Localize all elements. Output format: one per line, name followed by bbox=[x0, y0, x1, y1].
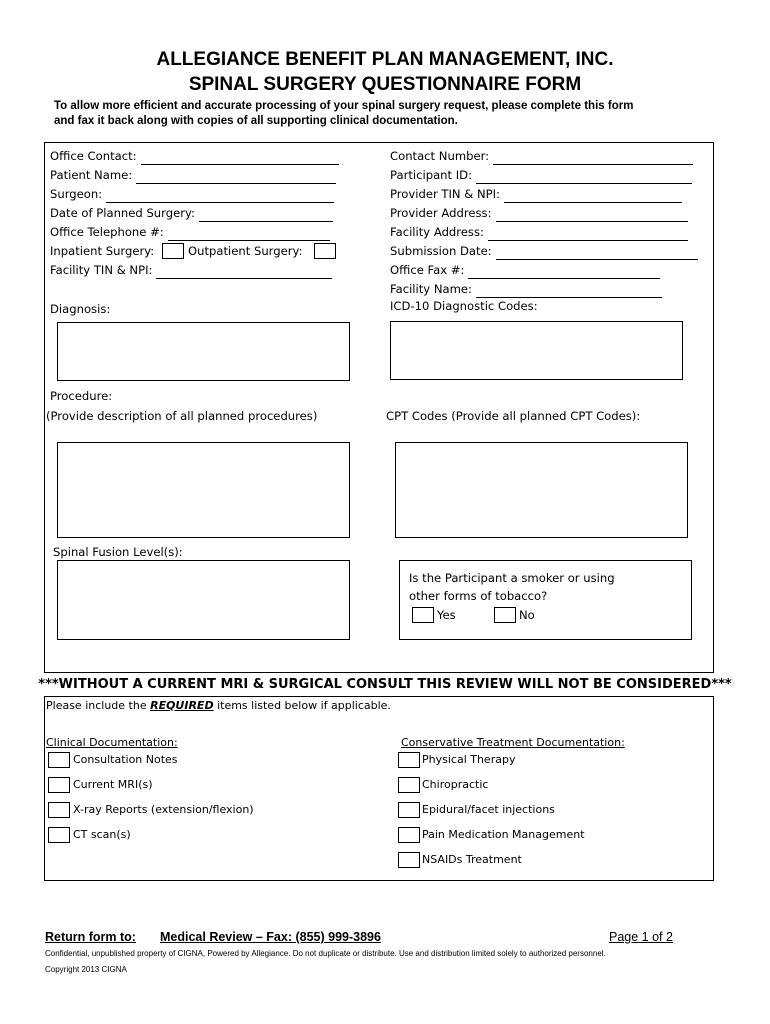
facility-name-input-line[interactable] bbox=[476, 284, 662, 298]
pain-medication-label: Pain Medication Management bbox=[422, 828, 585, 841]
office-fax-input-line[interactable] bbox=[468, 265, 660, 279]
office-telephone-field[interactable] bbox=[50, 223, 330, 241]
smoker-no-label: No bbox=[519, 608, 535, 622]
surgeon-label: Surgeon: bbox=[50, 187, 103, 201]
form-title: SPINAL SURGERY QUESTIONNAIRE FORM bbox=[188, 74, 582, 95]
patient-name-input-line[interactable] bbox=[136, 170, 336, 184]
date-planned-surgery-label: Date of Planned Surgery: bbox=[50, 206, 195, 220]
ct-scan-label: CT scan(s) bbox=[73, 828, 131, 841]
consultation-notes-checkbox[interactable] bbox=[48, 752, 70, 768]
surgeon-field[interactable] bbox=[50, 185, 334, 203]
confidential-notice: Confidential, unpublished property of CIGNA, Powered by Allegiance. Do not duplicate or distribute. Use and distribution limited solely to authorized personnel. bbox=[45, 949, 606, 958]
consultation-notes-label: Consultation Notes bbox=[73, 753, 178, 766]
provider-tin-npi-input-line[interactable] bbox=[504, 189, 682, 203]
form-title-company: ALLEGIANCE BENEFIT PLAN MANAGEMENT, INC. bbox=[156, 49, 614, 70]
facility-address-field[interactable] bbox=[390, 223, 688, 241]
office-contact-field[interactable] bbox=[50, 147, 339, 165]
facility-tin-npi-label: Facility TIN & NPI: bbox=[50, 263, 153, 277]
smoker-no-checkbox[interactable] bbox=[494, 607, 516, 623]
intro-text-line2: and fax it back along with copies of all supporting clinical documentation. bbox=[54, 115, 458, 127]
clinical-documentation-heading: Clinical Documentation: bbox=[46, 736, 178, 749]
facility-tin-npi-input-line[interactable] bbox=[156, 265, 332, 279]
date-planned-surgery-field[interactable] bbox=[50, 204, 333, 222]
physical-therapy-label: Physical Therapy bbox=[422, 753, 516, 766]
spinal-fusion-textbox[interactable] bbox=[57, 560, 350, 640]
icd10-codes-label: ICD-10 Diagnostic Codes: bbox=[390, 299, 538, 313]
chiropractic-checkbox[interactable] bbox=[398, 777, 420, 793]
copyright-notice: Copyright 2013 CIGNA bbox=[45, 965, 127, 974]
current-mri-checkbox[interactable] bbox=[48, 777, 70, 793]
smoker-question-line2: other forms of tobacco? bbox=[409, 589, 548, 603]
return-form-label: Return form to: bbox=[45, 930, 136, 944]
pain-medication-checkbox[interactable] bbox=[398, 827, 420, 843]
required-suffix: items listed below if applicable. bbox=[213, 699, 391, 712]
xray-reports-label: X-ray Reports (extension/flexion) bbox=[73, 803, 254, 816]
contact-number-label: Contact Number: bbox=[390, 149, 490, 163]
nsaids-treatment-checkbox[interactable] bbox=[398, 852, 420, 868]
facility-address-input-line[interactable] bbox=[488, 227, 688, 241]
surgeon-input-line[interactable] bbox=[106, 189, 334, 203]
office-fax-label: Office Fax #: bbox=[390, 263, 465, 277]
physical-therapy-checkbox[interactable] bbox=[398, 752, 420, 768]
current-mri-label: Current MRI(s) bbox=[73, 778, 153, 791]
epidural-injections-checkbox[interactable] bbox=[398, 802, 420, 818]
provider-tin-npi-field[interactable] bbox=[390, 185, 682, 203]
ct-scan-checkbox[interactable] bbox=[48, 827, 70, 843]
page-number: Page 1 of 2 bbox=[609, 930, 673, 944]
participant-id-field[interactable] bbox=[390, 166, 692, 184]
conservative-treatment-heading: Conservative Treatment Documentation: bbox=[401, 736, 625, 749]
spinal-fusion-label: Spinal Fusion Level(s): bbox=[53, 545, 183, 559]
patient-name-label: Patient Name: bbox=[50, 168, 133, 182]
mri-warning: ***WITHOUT A CURRENT MRI & SURGICAL CONSULT THIS REVIEW WILL NOT BE CONSIDERED*** bbox=[38, 677, 732, 692]
xray-reports-checkbox[interactable] bbox=[48, 802, 70, 818]
diagnosis-label: Diagnosis: bbox=[50, 302, 111, 316]
participant-id-input-line[interactable] bbox=[476, 170, 692, 184]
office-telephone-label: Office Telephone #: bbox=[50, 225, 164, 239]
provider-address-label: Provider Address: bbox=[390, 206, 492, 220]
required-instruction bbox=[46, 698, 391, 714]
submission-date-label: Submission Date: bbox=[390, 244, 492, 258]
cpt-codes-label: CPT Codes (Provide all planned CPT Codes): bbox=[386, 409, 641, 423]
patient-name-field[interactable] bbox=[50, 166, 336, 184]
date-planned-surgery-input-line[interactable] bbox=[199, 208, 333, 222]
icd10-codes-textbox[interactable] bbox=[390, 321, 683, 380]
inpatient-surgery-label: Inpatient Surgery: bbox=[50, 244, 155, 258]
office-contact-input-line[interactable] bbox=[141, 151, 339, 165]
facility-name-field[interactable] bbox=[390, 280, 662, 298]
office-contact-label: Office Contact: bbox=[50, 149, 137, 163]
facility-name-label: Facility Name: bbox=[390, 282, 472, 296]
chiropractic-label: Chiropractic bbox=[422, 778, 489, 791]
diagnosis-textbox[interactable] bbox=[57, 322, 350, 381]
outpatient-surgery-checkbox[interactable] bbox=[314, 243, 336, 259]
submission-date-field[interactable] bbox=[390, 242, 698, 260]
nsaids-treatment-label: NSAIDs Treatment bbox=[422, 853, 522, 866]
outpatient-surgery-label: Outpatient Surgery: bbox=[188, 244, 303, 258]
required-prefix: Please include the bbox=[46, 699, 151, 712]
required-emphasis: REQUIRED bbox=[150, 699, 214, 712]
smoker-yes-label: Yes bbox=[437, 608, 456, 622]
submission-date-input-line[interactable] bbox=[496, 246, 698, 260]
participant-id-label: Participant ID: bbox=[390, 168, 472, 182]
facility-address-label: Facility Address: bbox=[390, 225, 484, 239]
procedure-note: (Provide description of all planned procedures) bbox=[46, 409, 318, 423]
contact-number-field[interactable] bbox=[390, 147, 693, 165]
cpt-codes-textbox[interactable] bbox=[395, 442, 688, 538]
facility-tin-npi-field[interactable] bbox=[50, 261, 332, 279]
intro-text-line1: To allow more efficient and accurate processing of your spinal surgery request, please complete this form bbox=[54, 100, 634, 112]
procedure-textbox[interactable] bbox=[57, 442, 350, 538]
contact-number-input-line[interactable] bbox=[493, 151, 693, 165]
office-fax-field[interactable] bbox=[390, 261, 660, 279]
return-fax-number: Medical Review – Fax: (855) 999-3896 bbox=[160, 930, 381, 944]
procedure-label: Procedure: bbox=[50, 389, 113, 403]
provider-address-input-line[interactable] bbox=[496, 208, 688, 222]
epidural-injections-label: Epidural/facet injections bbox=[422, 803, 555, 816]
smoker-yes-checkbox[interactable] bbox=[412, 607, 434, 623]
provider-tin-npi-label: Provider TIN & NPI: bbox=[390, 187, 500, 201]
provider-address-field[interactable] bbox=[390, 204, 688, 222]
inpatient-surgery-checkbox[interactable] bbox=[162, 243, 184, 259]
smoker-question-line1: Is the Participant a smoker or using bbox=[409, 571, 615, 585]
office-telephone-input-line[interactable] bbox=[168, 227, 330, 241]
